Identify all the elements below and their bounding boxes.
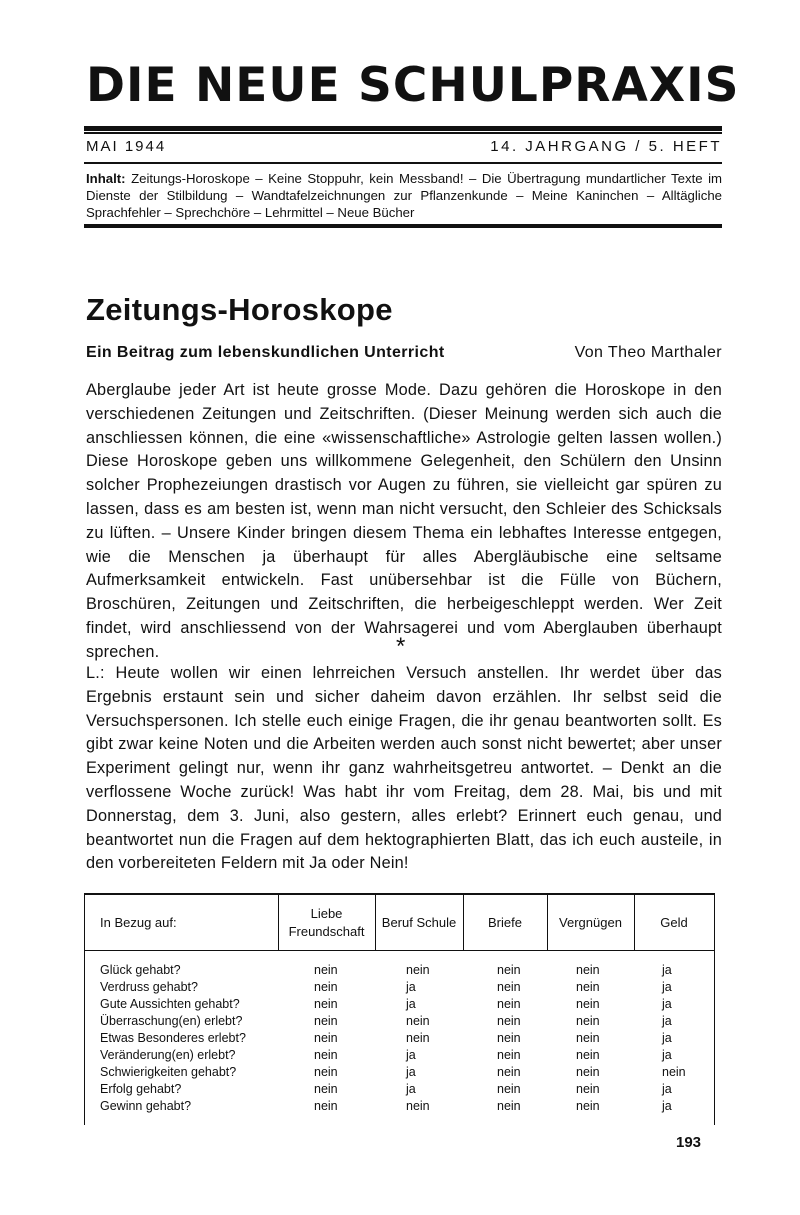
table-rule-top xyxy=(84,893,715,895)
table-cell: nein xyxy=(576,1065,600,1079)
table-row-label: Glück gehabt? xyxy=(100,963,181,977)
table-cell: nein xyxy=(406,1014,430,1028)
table-cell: ja xyxy=(662,1014,672,1028)
journal-title: DIE NEUE SCHULPRAXIS xyxy=(86,58,740,113)
page-number: 193 xyxy=(676,1134,702,1151)
table-cell: nein xyxy=(576,1031,600,1045)
table-cell: ja xyxy=(662,997,672,1011)
issue-date: MAI 1944 xyxy=(86,138,167,155)
table-header-love: Liebe Freundschaft xyxy=(288,906,365,939)
table-cell: nein xyxy=(314,997,338,1011)
table-cell: nein xyxy=(314,980,338,994)
table-cell: nein xyxy=(576,1099,600,1113)
section-separator: * xyxy=(396,633,406,660)
table-header-fun: Vergnügen xyxy=(559,915,622,930)
table-row-label: Veränderung(en) erlebt? xyxy=(100,1048,236,1062)
table-cell: nein xyxy=(576,1082,600,1096)
table-cell: nein xyxy=(497,1065,521,1079)
table-row-label: Überraschung(en) erlebt? xyxy=(100,1014,243,1028)
table-header-work: Beruf Schule xyxy=(381,915,457,930)
table-cell: nein xyxy=(497,1099,521,1113)
table-cell: nein xyxy=(576,980,600,994)
table-header-topic: In Bezug auf: xyxy=(100,915,177,930)
table-cell: ja xyxy=(662,1048,672,1062)
table-header-letters: Briefe xyxy=(488,915,522,930)
table-cell: ja xyxy=(662,1031,672,1045)
contents-rule-bottom xyxy=(84,224,722,228)
contents-rule-top xyxy=(84,162,722,164)
table-rule-header xyxy=(84,950,715,951)
dialogue-paragraph: L.: Heute wollen wir einen lehrreichen Versuch anstellen. Ihr werdet über das Ergebnis erstaunt sein und sicher daheim davon erzählen. Ihr selbst seid die Versuchspersonen. Ich stelle euch einige Fragen, die ihr genau beantworten sollt. Es gibt zwar keine Noten und die Arbeiten werden auch sonst nicht bewertet; aber unser Experiment gelingt nur, wenn ihr ganz wahrheitsgetreu antwortet. – Denkt an die verflossene Woche zurück! Was habt ihr vom Freitag, dem 28. Mai, bis und mit Donnerstag, dem 3. Juni, also gestern, alles erlebt? Erinnert euch genau, und beantwortet nun die Fragen auf dem hektographierten Blatt, das ich euch austeile, in den vorbereiteten Feldern mit Ja oder Nein! xyxy=(86,664,722,873)
table-cell: nein xyxy=(497,1014,521,1028)
table-cell: nein xyxy=(576,1014,600,1028)
table-row-label: Gute Aussichten gehabt? xyxy=(100,997,240,1011)
table-cell: nein xyxy=(497,1082,521,1096)
table-cell: nein xyxy=(314,963,338,977)
table-cell: ja xyxy=(406,1082,416,1096)
table-cell: nein xyxy=(406,1031,430,1045)
table-cell: nein xyxy=(497,963,521,977)
article-subtitle: Ein Beitrag zum lebenskundlichen Unterricht xyxy=(86,344,445,361)
table-cell: ja xyxy=(406,1048,416,1062)
table-cell: ja xyxy=(662,963,672,977)
table-cell: nein xyxy=(576,997,600,1011)
table-cell: nein xyxy=(662,1065,686,1079)
article-author: Von Theo Marthaler xyxy=(574,344,722,361)
table-cell: nein xyxy=(576,963,600,977)
table-row-label: Erfolg gehabt? xyxy=(100,1082,182,1096)
survey-table xyxy=(84,893,715,1125)
contents-label: Inhalt: xyxy=(86,171,126,186)
table-cell: nein xyxy=(314,1065,338,1079)
table-row-label: Etwas Besonderes erlebt? xyxy=(100,1031,246,1045)
table-cell: nein xyxy=(576,1048,600,1062)
table-cell: nein xyxy=(497,1031,521,1045)
table-cell: ja xyxy=(406,1065,416,1079)
table-cell: nein xyxy=(314,1048,338,1062)
issue-number: 14. JAHRGANG / 5. HEFT xyxy=(490,138,722,155)
table-row-label: Verdruss gehabt? xyxy=(100,980,198,994)
table-row-label: Schwierigkeiten gehabt? xyxy=(100,1065,237,1079)
table-cell: ja xyxy=(662,1099,672,1113)
table-cell: nein xyxy=(497,980,521,994)
table-cell: ja xyxy=(662,980,672,994)
table-cell: nein xyxy=(406,1099,430,1113)
table-row-label: Gewinn gehabt? xyxy=(100,1099,192,1113)
intro-paragraph: Aberglaube jeder Art ist heute grosse Mode. Dazu gehören die Horoskope in den verschiedenen Zeitungen und Zeitschriften. (Dieser Meinung werden sich auch die anschliessen können, die eine «wissenschaftliche» Astrologie gelten lassen wollen.) Diese Horoskope geben uns willkommene Gelegenheit, den Schülern den Unsinn solcher Prophezeiungen drastisch vor Augen zu führen, sie vielleicht gar spüren zu lassen, dass es am besten ist, wenn man nicht versucht, den Schleier des Schicksals zu lüften. – Unsere Kinder bringen diesem Thema ein lebhaftes Interesse entgegen, wie die Menschen ja überhaupt für alles Abergläubische eine seltsame Aufmerksamkeit entwickeln. Fast unübersehbar ist die Fülle von Büchern, Broschüren, Zeitungen und Zeitschriften, die herbeigeschleppt werden. Wer Zeit findet, wird anschliessend von der Wahrsagerei und vom Aberglauben überhaupt sprechen. xyxy=(86,381,722,661)
contents-text: Zeitungs-Horoskope – Keine Stoppuhr, kein Messband! – Die Übertragung mundartlicher Texte im Dienste der Stilbildung – Wandtafelzeichnungen zur Pflanzenkunde – Meine Kaninchen – Alltägliche Sprachfehler – Sprechchöre – Lehrmittel – Neue Bücher xyxy=(86,171,722,220)
table-cell: ja xyxy=(662,1082,672,1096)
article-title: Zeitungs-Horoskope xyxy=(86,292,393,327)
contents-box xyxy=(86,170,722,221)
masthead-rule-thin xyxy=(84,132,722,134)
table-header-money: Geld xyxy=(660,915,688,930)
table-col-divider xyxy=(714,893,715,1125)
table-cell: nein xyxy=(406,963,430,977)
table-cell: nein xyxy=(314,1014,338,1028)
masthead-rule-top xyxy=(84,126,722,131)
table-cell: nein xyxy=(497,997,521,1011)
table-cell: nein xyxy=(314,1031,338,1045)
table-cell: nein xyxy=(314,1099,338,1113)
table-cell: ja xyxy=(406,980,416,994)
table-cell: nein xyxy=(314,1082,338,1096)
table-cell: ja xyxy=(406,997,416,1011)
table-cell: nein xyxy=(497,1048,521,1062)
